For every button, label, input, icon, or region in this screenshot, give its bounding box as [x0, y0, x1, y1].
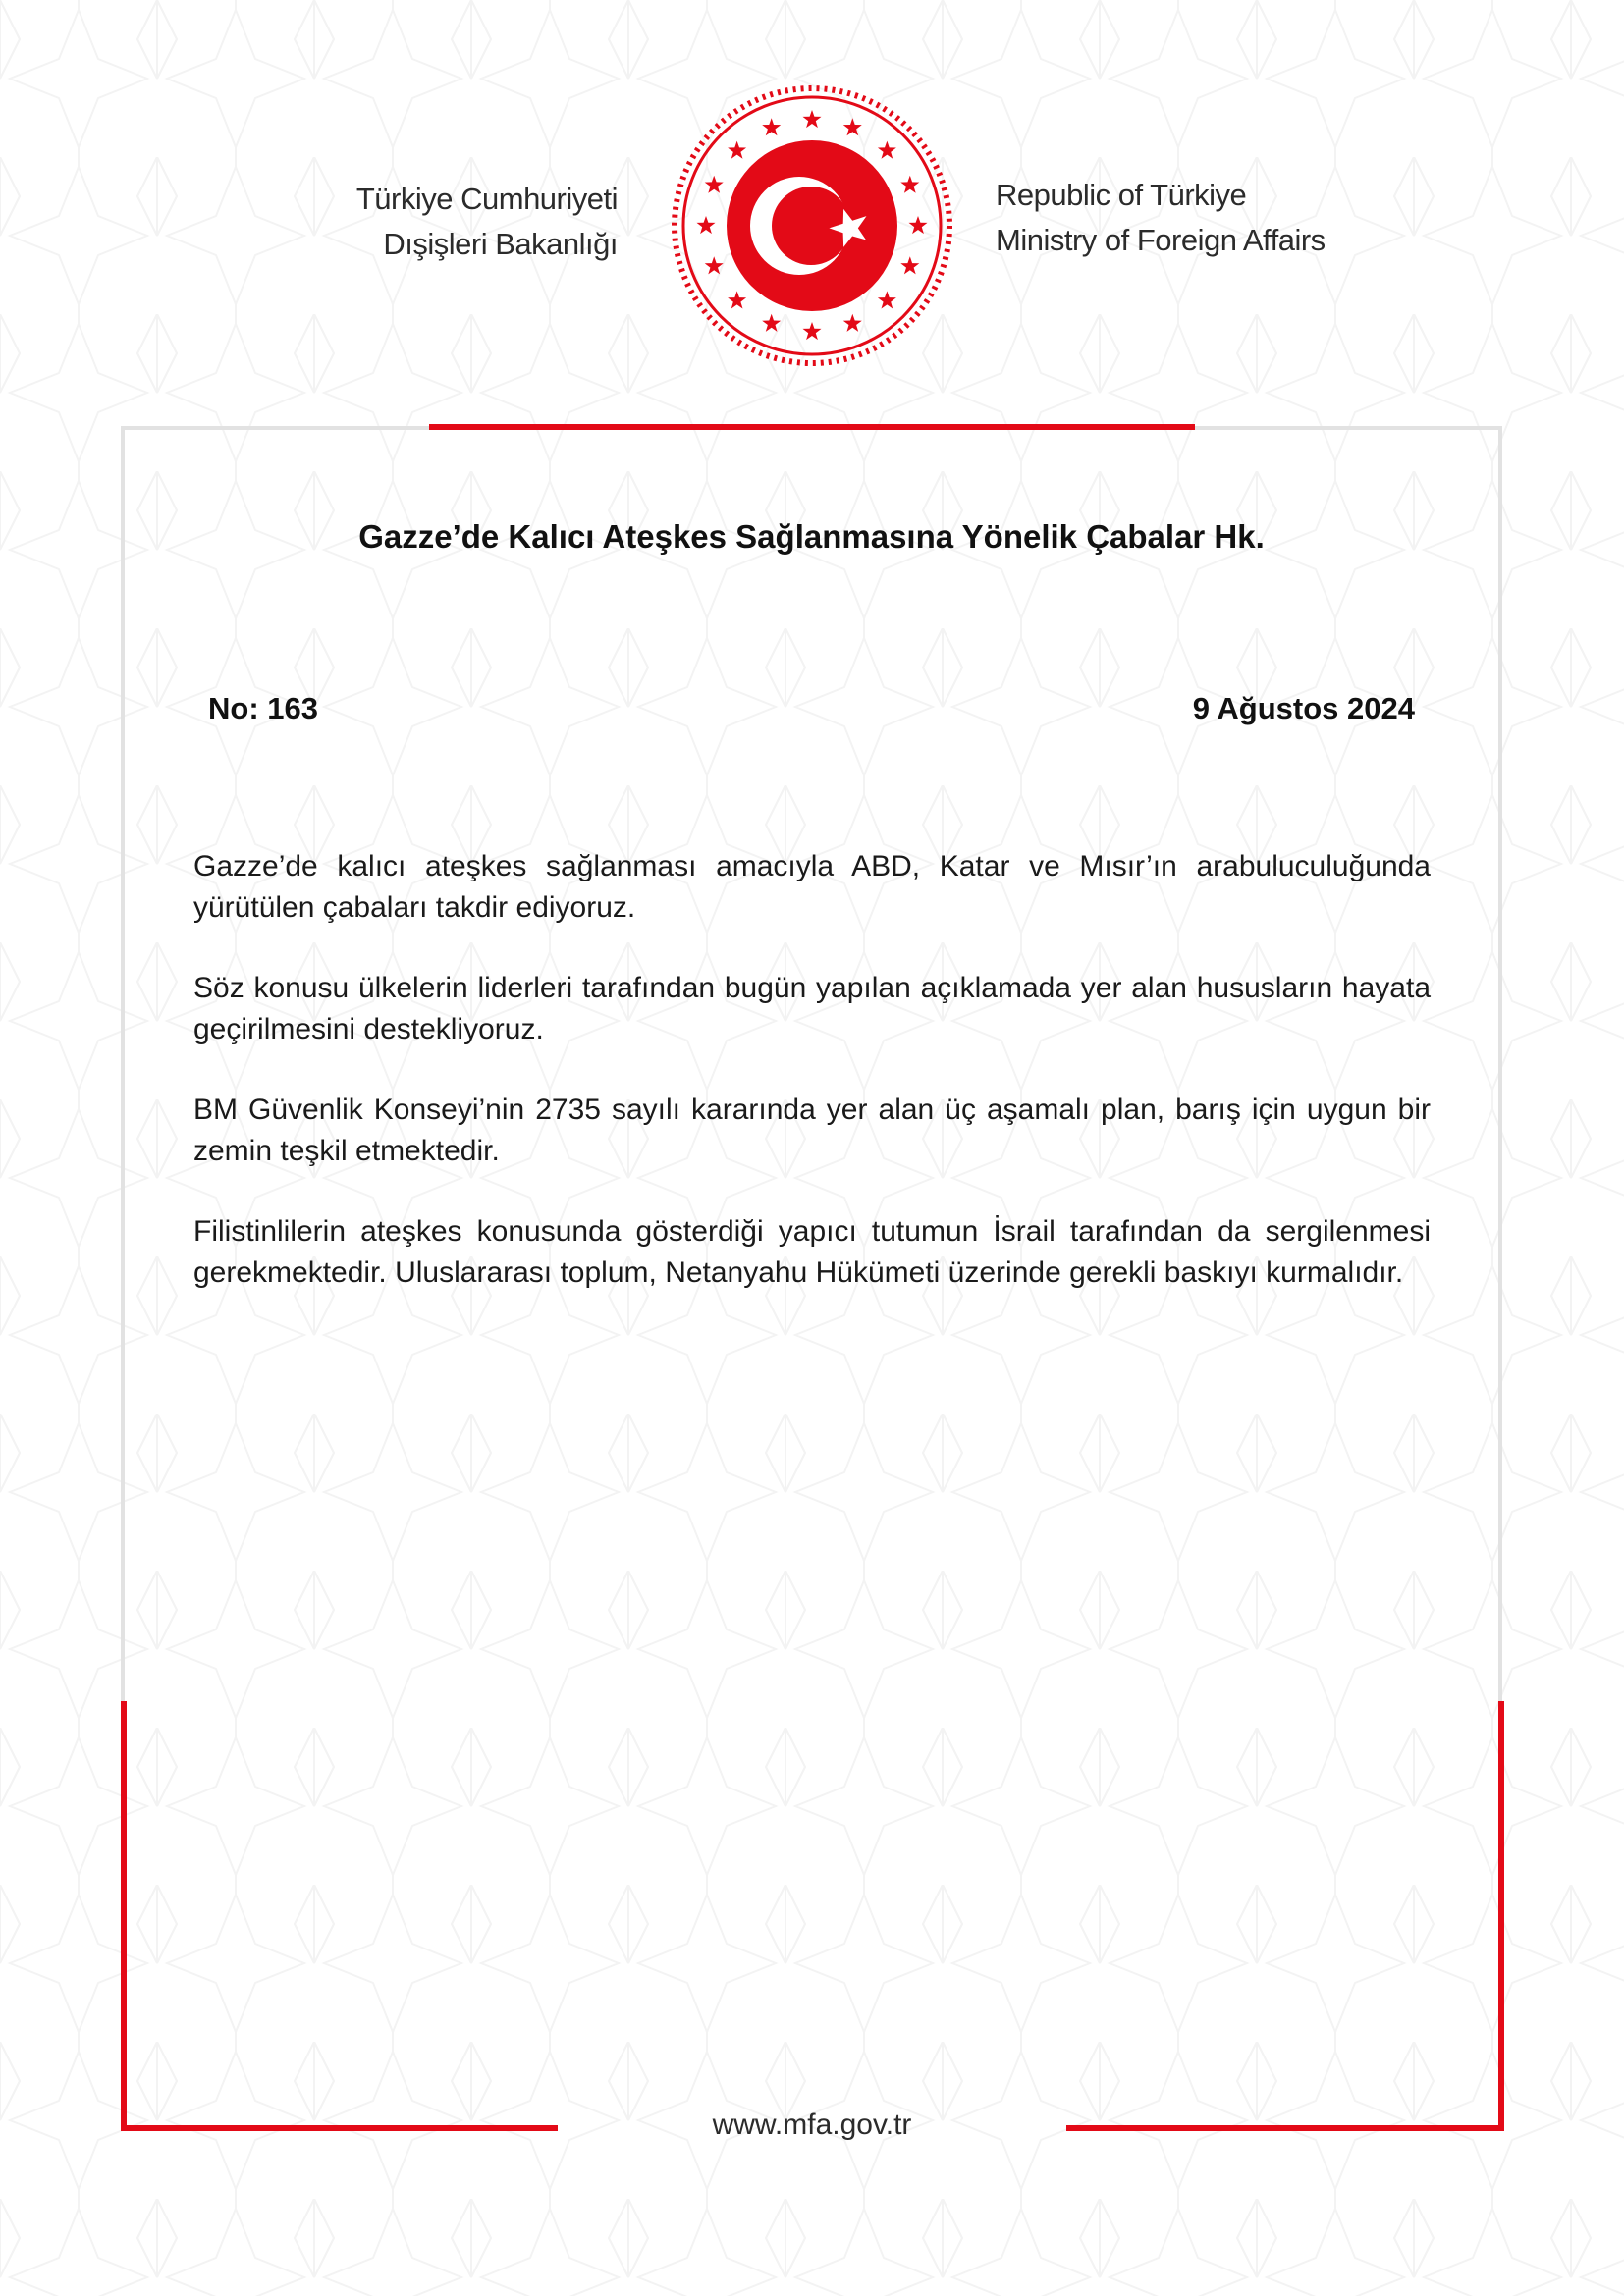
seal-star-icon — [843, 118, 862, 135]
seal-star-icon — [728, 141, 746, 159]
document-body — [193, 846, 1431, 1333]
frame-top-accent — [429, 424, 1195, 430]
body-paragraph: Gazze’de kalıcı ateşkes sağlanması amacıyla ABD, Katar ve Mısır’ın arabuluculuğunda yürütülen çabaları takdir ediyoruz. — [193, 850, 1431, 924]
turkish-mfa-seal-icon — [670, 83, 954, 368]
seal-star-icon — [909, 216, 928, 234]
frame-bottom-right-accent — [1066, 2125, 1504, 2131]
header-tr-line2: Dışişleri Bakanlığı — [383, 227, 618, 261]
seal-star-icon — [728, 291, 746, 308]
header-english-name — [996, 173, 1388, 263]
seal-star-icon — [762, 314, 781, 332]
seal-star-icon — [697, 216, 716, 234]
footer-website-link[interactable]: www.mfa.gov.tr — [712, 2109, 912, 2141]
seal-star-icon — [900, 176, 919, 193]
seal-star-icon — [878, 291, 896, 308]
header-tr-line1: Türkiye Cumhuriyeti — [355, 182, 618, 216]
body-paragraph: Filistinlilerin ateşkes konusunda gösterdiği yapıcı tutumun İsrail tarafından da sergilenmesi gerekmektedir. Uluslararası toplum, Netanyahu Hükümeti üzerinde gerekli baskıyı kurmalıdır. — [193, 1215, 1431, 1289]
header-en-line1: Republic of Türkiye — [996, 178, 1247, 212]
header-en-line2: Ministry of Foreign Affairs — [996, 223, 1326, 257]
seal-star-icon — [705, 256, 724, 274]
seal-star-icon — [878, 141, 896, 159]
frame-left-border — [121, 426, 125, 1702]
seal-star-icon — [803, 110, 822, 128]
body-paragraph: Söz konusu ülkelerin liderleri tarafından bugün yapılan açıklamada yer alan hususların hayata geçirilmesini destekliyoruz. — [193, 972, 1431, 1045]
header-turkish-name — [264, 177, 618, 267]
document-title: Gazze’de Kalıcı Ateşkes Sağlanmasına Yönelik Çabalar Hk. — [358, 518, 1265, 555]
seal-star-icon — [843, 314, 862, 332]
document-number: No: 163 — [208, 691, 318, 725]
frame-right-border — [1498, 426, 1502, 1702]
frame-left-accent — [121, 1701, 127, 2130]
document-date: 9 Ağustos 2024 — [1192, 691, 1415, 725]
seal-star-icon — [705, 176, 724, 193]
frame-right-accent — [1498, 1701, 1504, 2130]
frame-bottom-left-accent — [121, 2125, 558, 2131]
seal-star-icon — [900, 256, 919, 274]
body-paragraph: BM Güvenlik Konseyi’nin 2735 sayılı kararında yer alan üç aşamalı plan, barış için uygun bir zemin teşkil etmektedir. — [193, 1094, 1431, 1167]
seal-star-icon — [762, 118, 781, 135]
seal-star-icon — [803, 322, 822, 340]
